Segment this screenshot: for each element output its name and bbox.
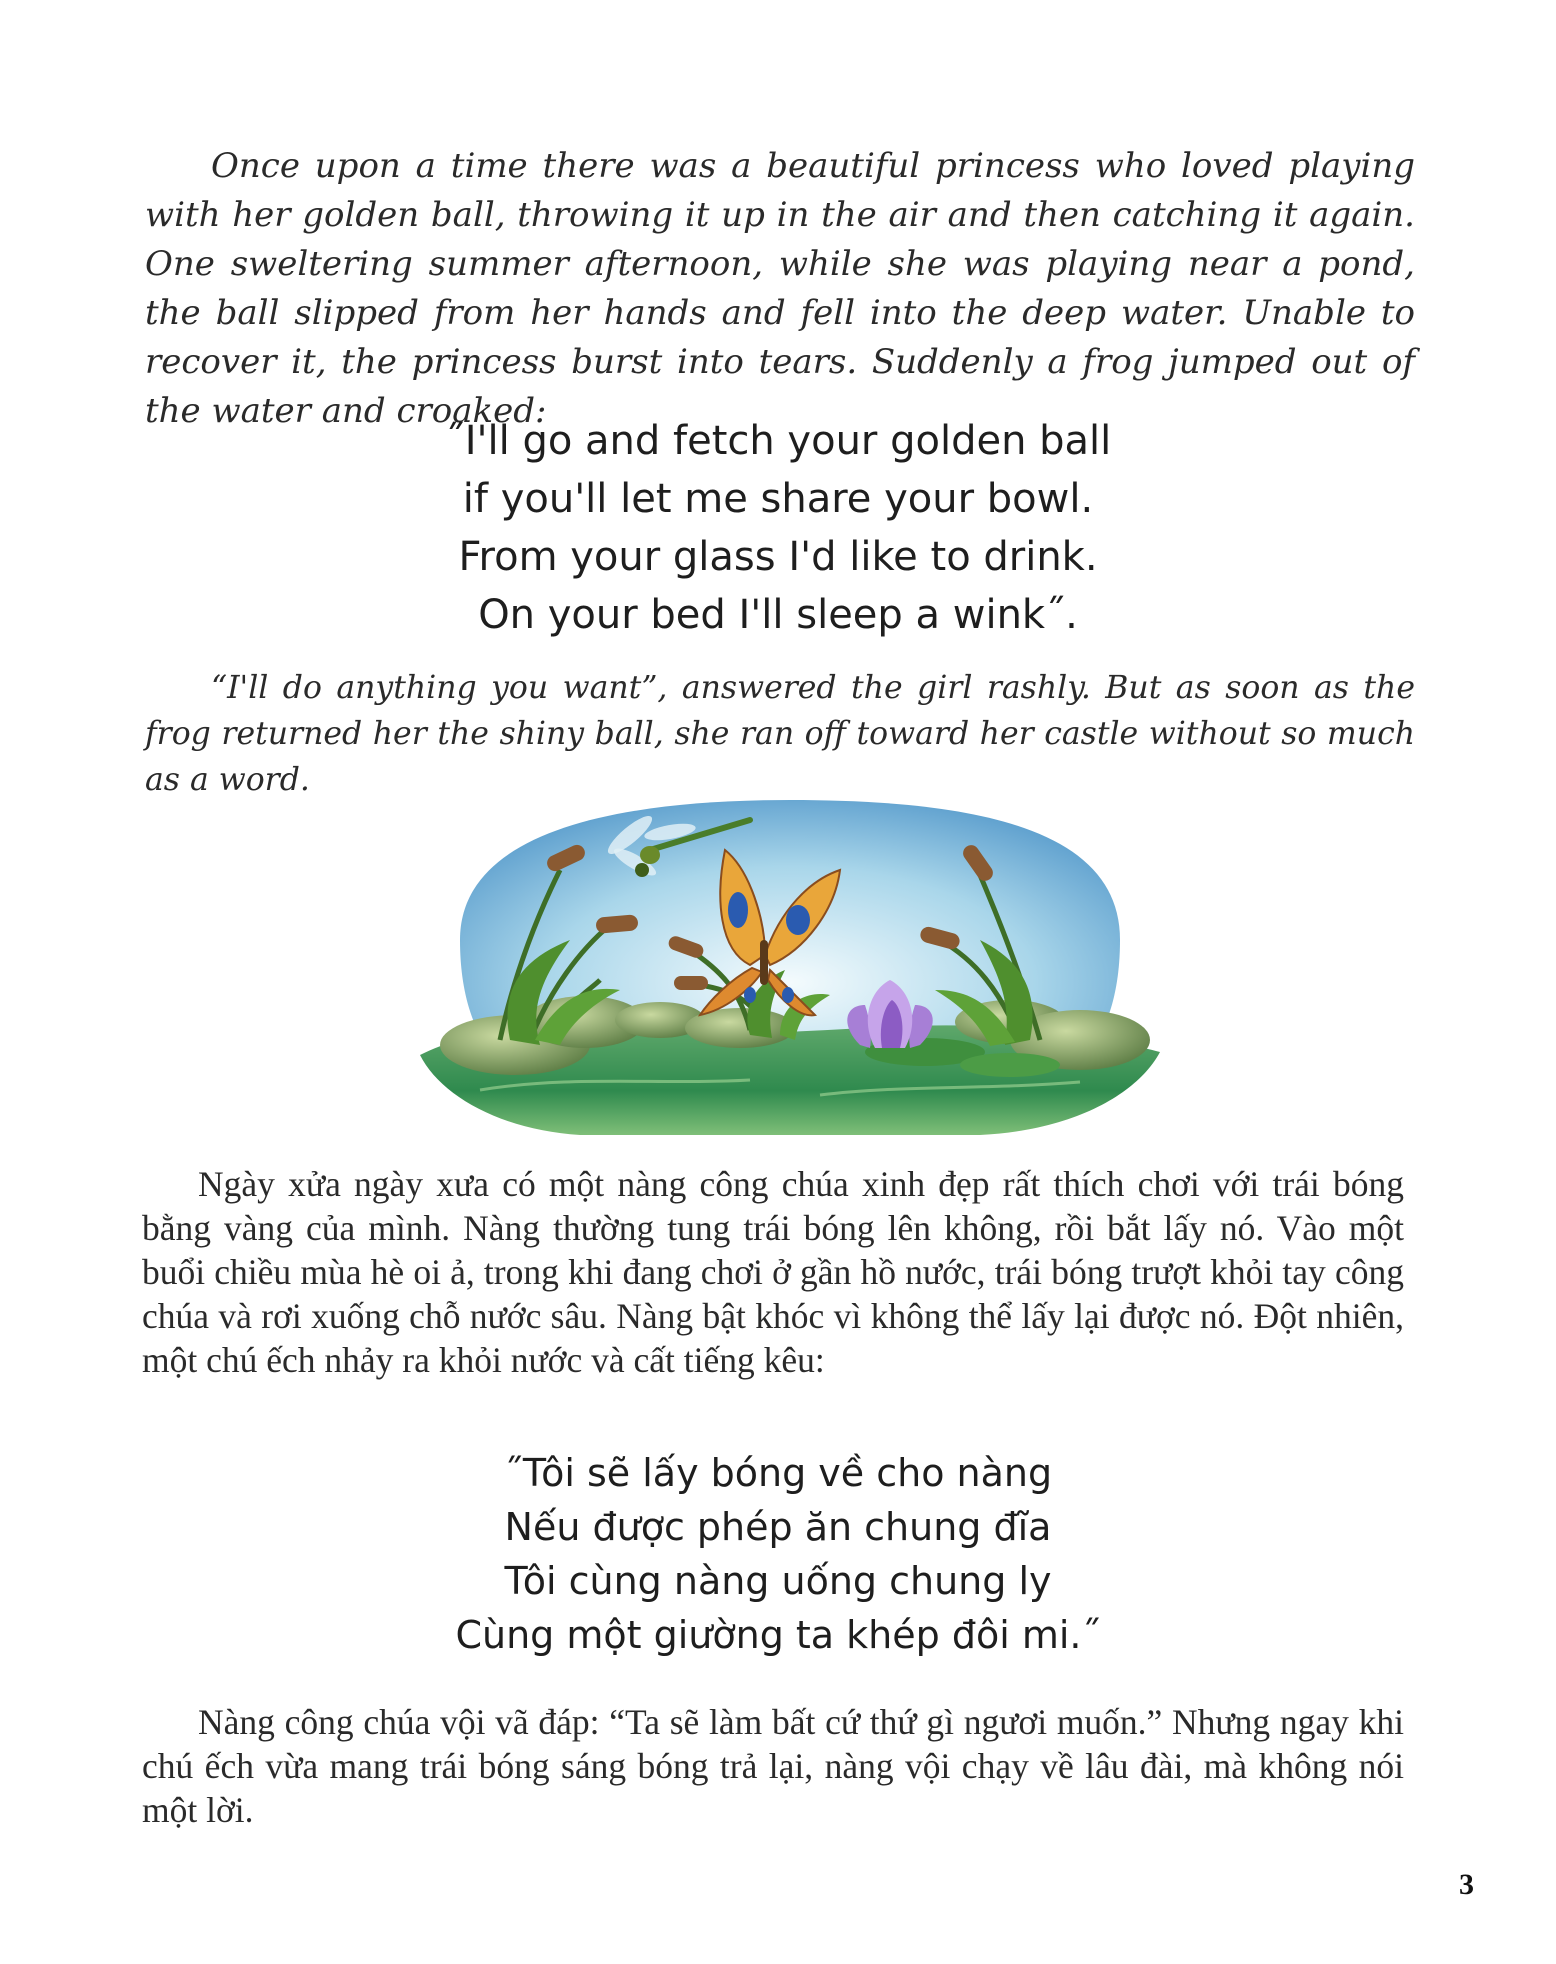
english-verse-line: if you'll let me share your bowl.: [462, 476, 1094, 522]
english-verse-line: On your bed I'll sleep a wink˝.: [478, 592, 1078, 638]
page-number: 3: [1459, 1868, 1474, 1901]
vietnamese-verse-line: Nếu được phép ăn chung đĩa: [504, 1505, 1052, 1549]
pond-illustration: [420, 790, 1160, 1140]
vietnamese-paragraph-1: Ngày xửa ngày xưa có một nàng công chúa xinh đẹp rất thích chơi với trái bóng bằng vàng của mình. Nàng thường tung trái bóng lên không, rồi bắt lấy nó. Vào một buổi chiều mùa hè oi ả, trong khi đang chơi ở gần hồ nước, trái bóng trượt khỏi tay công chúa và rơi xuống chỗ nước sâu. Nàng bật khóc vì không thể lấy lại được nó. Đột nhiên, một chú ếch nhảy ra khỏi nước và cất tiếng kêu:: [142, 1164, 1404, 1380]
english-verse-line: ˝I'll go and fetch your golden ball: [444, 418, 1112, 464]
vietnamese-verse-line: ˝Tôi sẽ lấy bóng về cho nàng: [503, 1451, 1053, 1495]
vietnamese-verse-line: Tôi cùng nàng uống chung ly: [504, 1559, 1052, 1603]
english-verse: [0, 412, 1556, 644]
vietnamese-verse-line: Cùng một giường ta khép đôi mi.˝: [455, 1613, 1101, 1657]
english-paragraph-1: Once upon a time there was a beautiful princess who loved playing with her golden ball, throwing it up in the air and then catching it again. One sweltering summer afternoon, while she was playing near a pond, the ball slipped from her hands and fell into the deep water. Unable to recover it, the princess burst into tears. Suddenly a frog jumped out of the water and croaked:: [145, 146, 1415, 431]
vietnamese-verse: [0, 1446, 1556, 1662]
vietnamese-paragraph-2: Nàng công chúa vội vã đáp: “Ta sẽ làm bất cứ thứ gì ngươi muốn.” Nhưng ngay khi chú ếch vừa mang trái bóng sáng bóng trả lại, nàng vội chạy về lâu đài, mà không nói một lời.: [142, 1702, 1404, 1830]
lily-pad: [960, 1053, 1060, 1077]
english-verse-line: From your glass I'd like to drink.: [458, 534, 1098, 580]
english-paragraph-2: “I'll do anything you want”, answered the girl rashly. But as soon as the frog returned her the shiny ball, she ran off toward her castle without so much as a word.: [145, 670, 1415, 798]
